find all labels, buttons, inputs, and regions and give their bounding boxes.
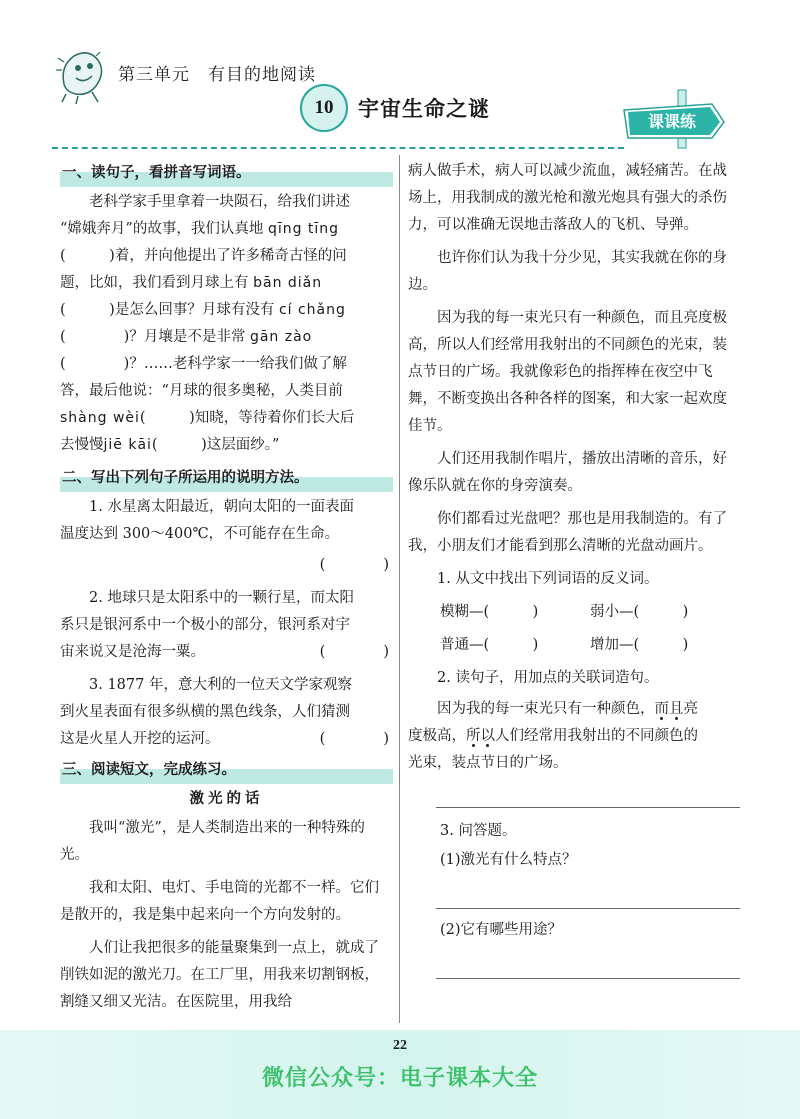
s1-line: shàng wèi( )知晓，等待着你们长大后 <box>60 410 355 426</box>
q2-prompt: 2. 读句子，用加点的关联词造句。 <box>437 670 659 686</box>
s1-line: ( )着，并向他提出了许多稀奇古怪的问 <box>60 248 347 264</box>
column-divider <box>399 155 400 1023</box>
antonym-row <box>408 632 740 659</box>
header-divider <box>52 147 624 149</box>
antonym-row <box>408 599 740 626</box>
antonym-blank[interactable]: 普通—( ) <box>440 637 539 653</box>
pinyin-jiekai: jiē kāi <box>103 437 152 453</box>
s1-line: ( )？……老科学家一一给我们做了解 <box>60 356 347 372</box>
s1-line: 去慢慢jiē kāi( )这层面纱。” <box>60 437 280 453</box>
s1-line: ( )？月壤是不是非常 gān zào <box>60 329 313 345</box>
s2-answer-paren[interactable]: ( ) <box>319 644 389 660</box>
q2-sentence-line: 度极高，所以人们经常用我射出的不同颜色的 <box>408 728 698 744</box>
s2-item-2-line: 2. 地球只是太阳系中的一颗行星，而太阳 <box>89 590 354 606</box>
section-1-heading: 一、读句子，看拼音写词语。 <box>60 160 393 187</box>
s1-line: 答，最后他说：“月球的很多奥秘，人类目前 <box>60 383 343 399</box>
article-paragraph: 因为我的每一束光只有一种颜色，而且亮度极高，所以人们经常用我射出的不同颜色的光束，装点节日的广场。我就像彩色的指挥棒在夜空中飞舞，不断变换出各种各样的图案，和大家一起欢度佳节。 <box>408 310 727 434</box>
badge-text: 课课练 <box>647 112 697 131</box>
lesson-number-badge: 10 <box>300 84 348 132</box>
s2-item-3-line: 到火星表面有很多纵横的黑色线条，人们猜测 <box>60 704 350 720</box>
s2-answer-paren[interactable]: ( ) <box>319 731 389 747</box>
antonym-blank[interactable]: 增加—( ) <box>590 637 689 653</box>
q3-1-answer-line[interactable] <box>436 874 740 909</box>
s1-line: 老科学家手里拿着一块陨石，给我们讲述 <box>60 194 350 210</box>
kekelian-badge <box>620 88 730 150</box>
lesson-heading <box>300 84 490 132</box>
article-paragraph: 我和太阳、电灯、手电筒的光都不一样。它们是散开的，我是集中起来向一个方向发射的。 <box>60 880 379 923</box>
q3-sub-2: (2)它有哪些用途？ <box>440 922 563 938</box>
q1-prompt: 1. 从文中找出下列词语的反义词。 <box>437 571 659 587</box>
antonym-blank[interactable]: 模糊—( ) <box>440 604 539 620</box>
antonym-blank[interactable]: 弱小—( ) <box>590 604 689 620</box>
lesson-title: 宇宙生命之谜 <box>358 97 490 121</box>
q2-sentence-line: 因为我的每一束光只有一种颜色，而且亮 <box>437 701 698 717</box>
q3-sub-1: (1)激光有什么特点？ <box>440 852 577 868</box>
pinyin-qingting: qīng tīng <box>267 221 340 237</box>
wechat-banner: 微信公众号：电子课本大全 <box>261 1066 538 1091</box>
article-paragraph: 人们让我把很多的能量聚集到一点上，就成了削铁如泥的激光刀。在工厂里，用我来切割钢板，割缝又细又光洁。在医院里，用我给 <box>60 940 379 1010</box>
s1-line: “嫦娥奔月”的故事，我们认真地 qīng tīng <box>60 221 340 237</box>
left-column <box>60 158 393 1016</box>
pinyin-ganzao: gān zào <box>249 329 313 345</box>
article-paragraph: 人们还用我制作唱片，播放出清晰的音乐，好像乐队就在你的身旁演奏。 <box>408 451 727 494</box>
s2-item-1-line: 温度达到 300～400℃，不可能存在生命。 <box>60 526 340 542</box>
s2-item-1-line: 1. 水星离太阳最近，朝向太阳的一面表面 <box>89 499 354 515</box>
article-paragraph: 你们都看过光盘吧？那也是用我制造的。有了我，小朋友们才能看到那么清晰的光盘动画片。 <box>408 511 727 554</box>
section-3-heading: 三、阅读短文，完成练习。 <box>60 757 393 784</box>
pinyin-shangwei: shàng wèi <box>60 410 140 426</box>
article-paragraph: 也许你们认为我十分少见，其实我就在你的身边。 <box>408 250 727 293</box>
q3-prompt: 3. 问答题。 <box>440 823 517 839</box>
section-2-heading: 二、写出下列句子所运用的说明方法。 <box>60 465 393 492</box>
s2-item-2-line: 系只是银河系中一个极小的部分，银河系对宇 <box>60 617 350 633</box>
s1-line: ( )是怎么回事？月球有没有 cí chǎng <box>60 302 346 318</box>
pinyin-cichang: cí chǎng <box>278 302 346 318</box>
mascot-illustration <box>52 44 112 106</box>
pinyin-bandian: bān diǎn <box>253 275 323 291</box>
q3-2-answer-line[interactable] <box>436 944 740 979</box>
q2-sentence-line: 光束，装点节日的广场。 <box>408 755 568 771</box>
s2-item-3-line: 这是火星人开挖的运河。 ( ) <box>60 726 393 753</box>
q2-answer-line[interactable] <box>436 777 740 808</box>
page-number: 22 <box>393 1038 407 1053</box>
s1-line: 题，比如，我们看到月球上有 bān diǎn <box>60 275 323 291</box>
s2-answer-paren[interactable]: ( ) <box>319 557 389 573</box>
right-column <box>408 158 740 979</box>
article-paragraph: 我叫“激光”，是人类制造出来的一种特殊的光。 <box>60 820 365 863</box>
unit-title: 第三单元 有目的地阅读 <box>118 65 316 85</box>
s2-item-3-line: 3. 1877 年，意大利的一位天文学家观察 <box>89 677 352 693</box>
article-title: 激光的话 <box>189 791 264 807</box>
article-paragraph: 病人做手术，病人可以减少流血，减轻痛苦。在战场上，用我制成的激光枪和激光炮具有强大的杀伤力，可以准确无误地击落敌人的飞机、导弹。 <box>408 163 727 233</box>
s2-item-2-line: 宙来说又是沧海一粟。 ( ) <box>60 639 393 666</box>
